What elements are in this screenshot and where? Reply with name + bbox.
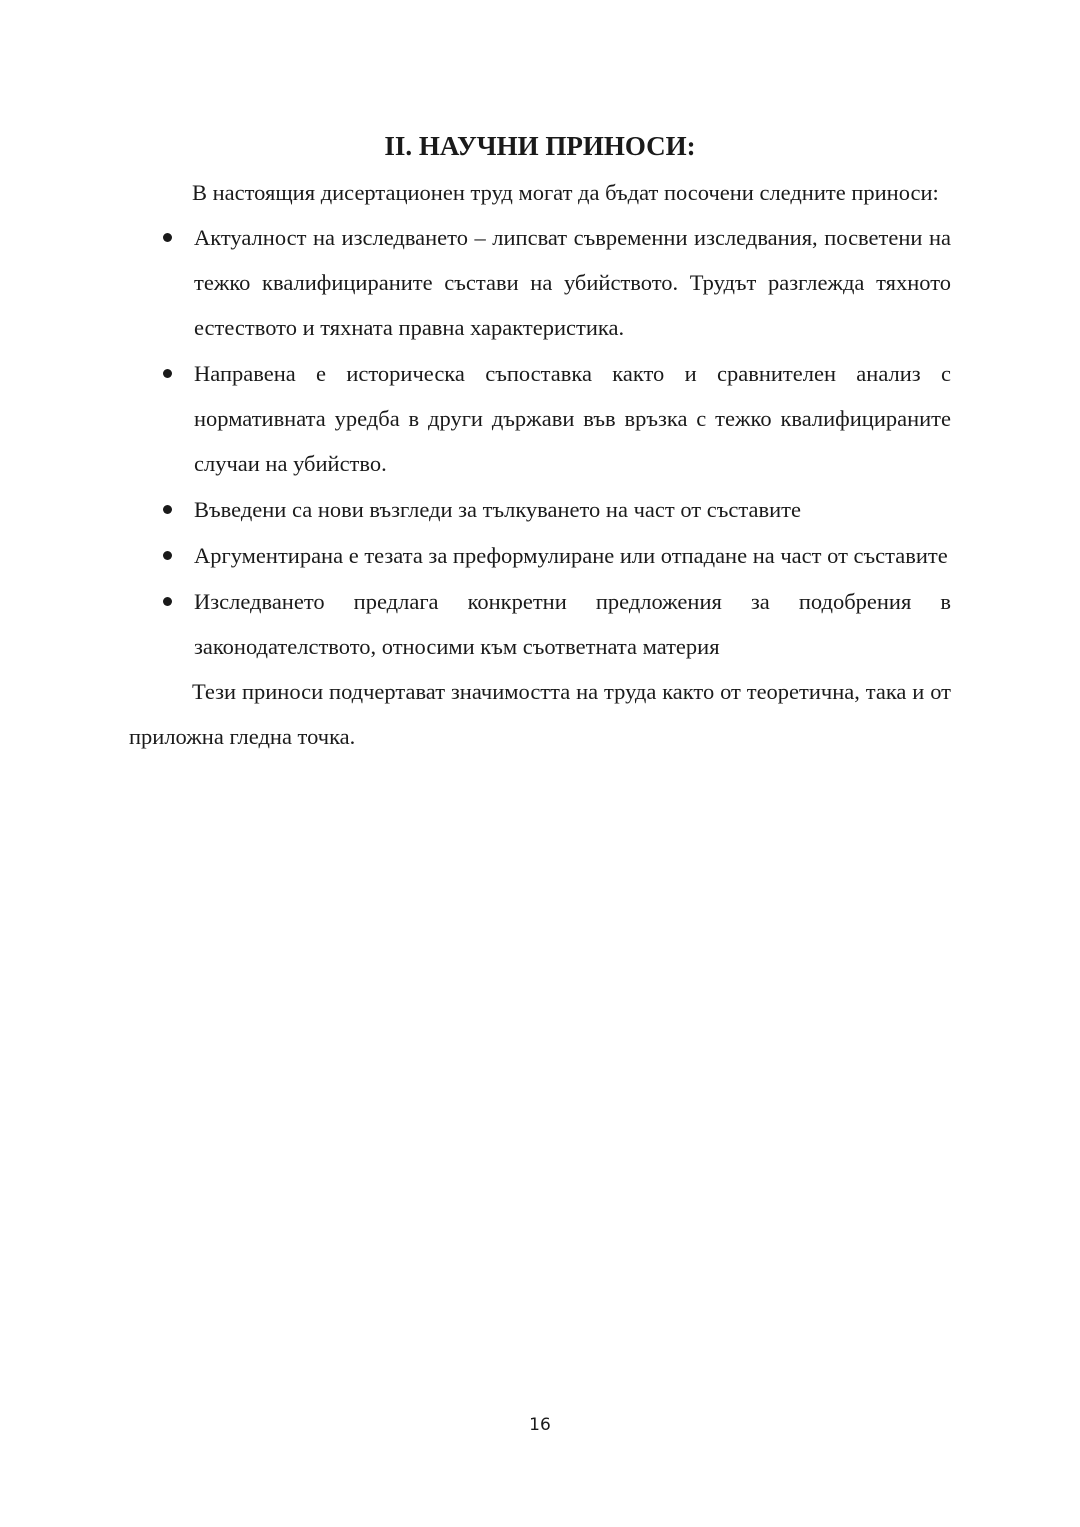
- section-heading: II. НАУЧНИ ПРИНОСИ:: [384, 131, 696, 161]
- list-item: [129, 487, 951, 532]
- list-item: [129, 351, 951, 486]
- list-item: [129, 579, 951, 669]
- bullet-icon: [163, 233, 172, 242]
- bullet-icon: [163, 597, 172, 606]
- contributions-list: [129, 215, 951, 669]
- list-item-text: Въведени са нови възгледи за тълкуването на част от съставите: [194, 497, 801, 522]
- section-body: [129, 170, 951, 759]
- list-item-text: Аргументирана е тезата за преформулиране или отпадане на част от съставите: [194, 543, 948, 568]
- bullet-icon: [163, 551, 172, 560]
- list-item: [129, 533, 951, 578]
- list-item-text: Изследването предлага конкретни предложения за подобрения в законодателството, относими към съответната материя: [194, 589, 951, 659]
- page-number: 16: [529, 1415, 551, 1435]
- bullet-icon: [163, 369, 172, 378]
- list-item-text: Актуалност на изследването – липсват съвременни изследвания, посветени на тежко квалифицираните състави на убийството. Трудът разглежда тяхното естеството и тяхната правна характеристика.: [194, 225, 951, 340]
- list-item: [129, 215, 951, 350]
- intro-paragraph: В настоящия дисертационен труд могат да бъдат посочени следните приноси:: [192, 180, 939, 205]
- bullet-icon: [163, 505, 172, 514]
- conclusion-paragraph: Тези приноси подчертават значимостта на труда както от теоретична, така и от приложна гледна точка.: [129, 679, 951, 749]
- list-item-text: Направена е историческа съпоставка както и сравнителен анализ с нормативната уредба в други държави във връзка с тежко квалифицираните случаи на убийство.: [194, 361, 951, 476]
